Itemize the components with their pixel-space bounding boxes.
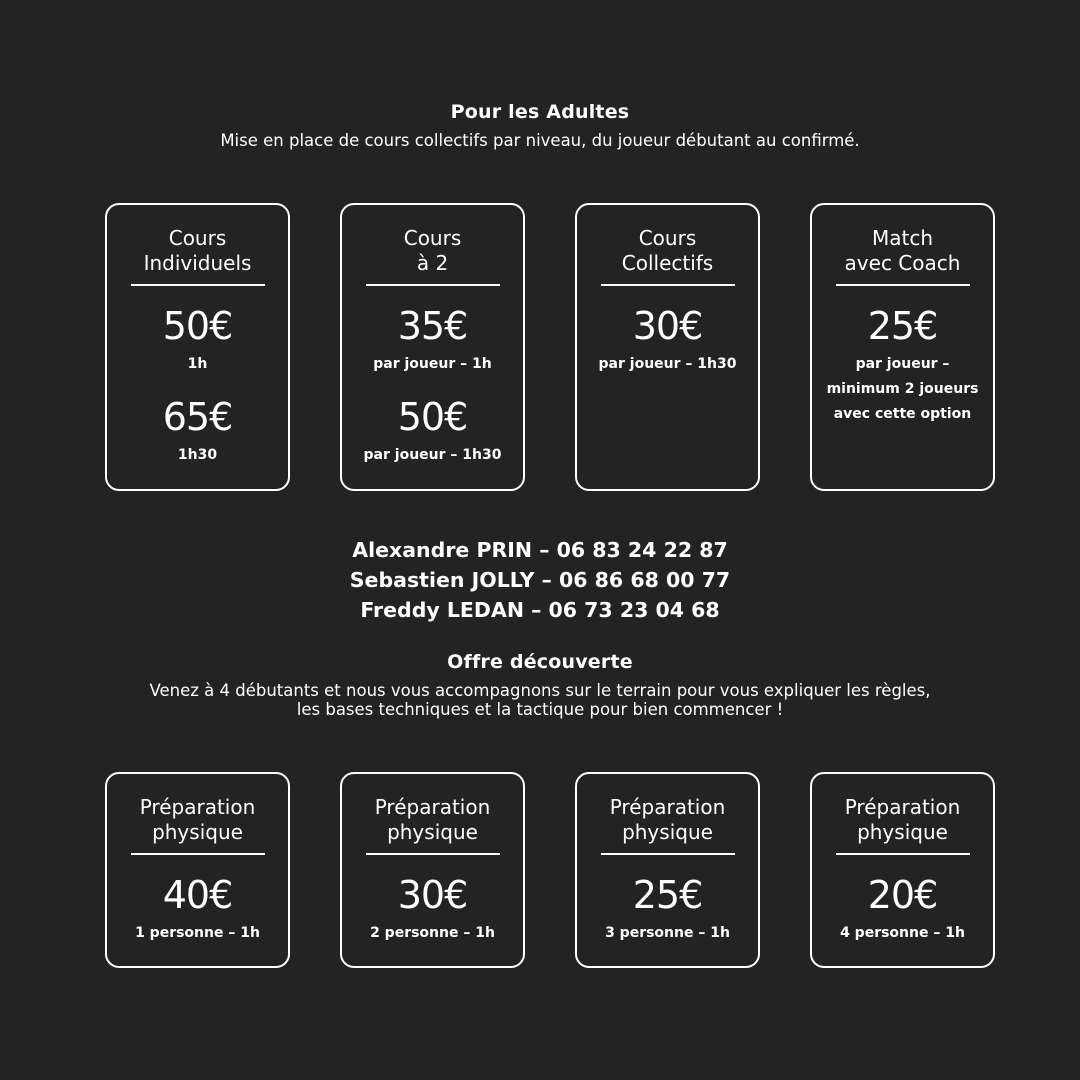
price-detail: par joueur – 1h30 (363, 447, 502, 463)
price: 25€ (867, 304, 938, 348)
card-title: Préparation physique (139, 795, 256, 844)
price: 20€ (867, 873, 938, 917)
price-detail: 4 personne – 1h (840, 925, 965, 941)
physical-prep-row (105, 772, 995, 968)
card-title: Préparation physique (609, 795, 726, 844)
price: 30€ (397, 873, 468, 917)
card-divider (836, 284, 970, 286)
price-detail: par joueur – 1h30 (598, 356, 737, 372)
price-detail: 3 personne – 1h (605, 925, 730, 941)
pricing-card-prep-1 (105, 772, 290, 968)
card-divider (836, 853, 970, 855)
pricing-card-individuels (105, 203, 290, 491)
price-detail: 2 personne – 1h (370, 925, 495, 941)
price-detail: 1h (187, 356, 208, 372)
adults-subtitle: Mise en place de cours collectifs par niveau, du joueur débutant au confirmé. (220, 131, 860, 150)
card-divider (366, 853, 500, 855)
price-detail: 1 personne – 1h (135, 925, 260, 941)
card-divider (366, 284, 500, 286)
pricing-card-prep-4 (810, 772, 995, 968)
pricing-card-collectifs (575, 203, 760, 491)
card-title: Préparation physique (844, 795, 961, 844)
adults-heading: Pour les Adultes (450, 101, 630, 123)
coach-contacts (0, 535, 1080, 625)
card-title: Préparation physique (374, 795, 491, 844)
card-title: Cours Individuels (143, 226, 252, 275)
price: 40€ (162, 873, 233, 917)
discovery-description: Venez à 4 débutants et nous vous accompagnons sur le terrain pour vous expliquer les règles, les bases techniques et la tactique pour bien commencer ! (149, 681, 931, 719)
contact-line: Alexandre PRIN – 06 83 24 22 87 (352, 538, 728, 562)
card-divider (601, 853, 735, 855)
price: 25€ (632, 873, 703, 917)
price: 50€ (397, 395, 468, 439)
price: 65€ (162, 395, 233, 439)
price-detail: par joueur – minimum 2 joueurs avec cette option (826, 356, 979, 422)
card-divider (131, 853, 265, 855)
pricing-card-match-coach (810, 203, 995, 491)
price: 35€ (397, 304, 468, 348)
price-detail: 1h30 (177, 447, 218, 463)
price-detail: par joueur – 1h (373, 356, 492, 372)
pricing-card-prep-2 (340, 772, 525, 968)
card-divider (601, 284, 735, 286)
card-title: Cours à 2 (403, 226, 462, 275)
pricing-card-a-deux (340, 203, 525, 491)
contact-line: Sebastien JOLLY – 06 86 68 00 77 (349, 568, 731, 592)
pricing-card-prep-3 (575, 772, 760, 968)
contact-line: Freddy LEDAN – 06 73 23 04 68 (360, 598, 720, 622)
price: 50€ (162, 304, 233, 348)
adult-pricing-row (105, 203, 995, 491)
price: 30€ (632, 304, 703, 348)
card-divider (131, 284, 265, 286)
card-title: Cours Collectifs (621, 226, 714, 275)
card-title: Match avec Coach (844, 226, 961, 275)
discovery-heading: Offre découverte (447, 651, 633, 673)
